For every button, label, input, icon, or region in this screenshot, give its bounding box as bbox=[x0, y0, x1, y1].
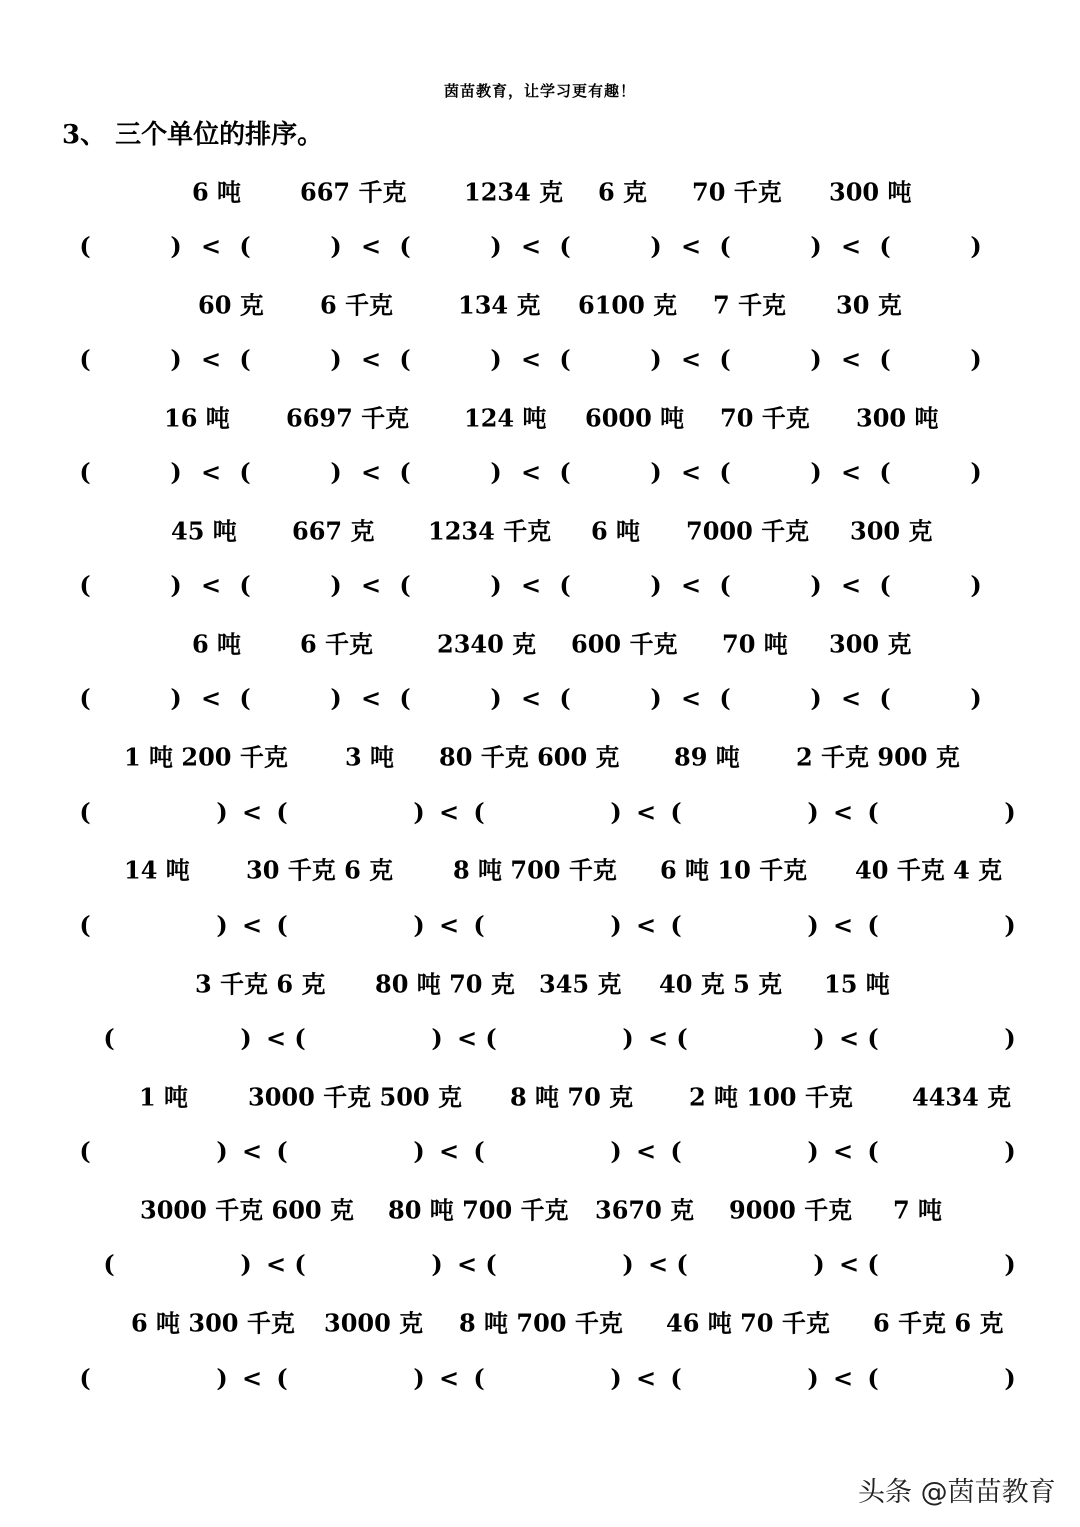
weight-item: 70 千克 bbox=[692, 177, 782, 207]
open-bracket: ( bbox=[719, 457, 731, 487]
open-bracket: ( bbox=[79, 231, 91, 261]
close-bracket: ) bbox=[807, 797, 819, 827]
weight-item: 9000 千克 bbox=[729, 1195, 853, 1225]
less-than-sign: < bbox=[360, 683, 382, 713]
less-than-sign: < bbox=[840, 683, 862, 713]
weight-item: 3000 千克 600 克 bbox=[140, 1195, 354, 1225]
close-bracket: ) bbox=[1004, 1136, 1016, 1166]
close-bracket: ) bbox=[650, 683, 662, 713]
open-bracket: ( bbox=[79, 1136, 91, 1166]
open-bracket: ( bbox=[399, 344, 411, 374]
open-bracket: ( bbox=[294, 1023, 306, 1053]
close-bracket: ) bbox=[650, 344, 662, 374]
less-than-sign: < bbox=[520, 570, 542, 600]
weight-item: 14 吨 bbox=[124, 855, 190, 885]
less-than-sign: < bbox=[635, 797, 657, 827]
close-bracket: ) bbox=[170, 570, 182, 600]
less-than-sign: < bbox=[241, 910, 263, 940]
weight-item: 6 吨 10 千克 bbox=[660, 855, 808, 885]
weight-item: 600 千克 bbox=[571, 629, 678, 659]
open-bracket: ( bbox=[879, 344, 891, 374]
less-than-sign: < bbox=[241, 797, 263, 827]
close-bracket: ) bbox=[490, 231, 502, 261]
less-than-sign: < bbox=[200, 344, 222, 374]
less-than-sign: < bbox=[200, 570, 222, 600]
close-bracket: ) bbox=[413, 797, 425, 827]
open-bracket: ( bbox=[879, 570, 891, 600]
open-bracket: ( bbox=[879, 683, 891, 713]
open-bracket: ( bbox=[294, 1249, 306, 1279]
close-bracket: ) bbox=[810, 683, 822, 713]
less-than-sign: < bbox=[265, 1023, 287, 1053]
less-than-sign: < bbox=[200, 231, 222, 261]
close-bracket: ) bbox=[810, 344, 822, 374]
close-bracket: ) bbox=[170, 683, 182, 713]
close-bracket: ) bbox=[970, 570, 982, 600]
close-bracket: ) bbox=[216, 797, 228, 827]
close-bracket: ) bbox=[650, 570, 662, 600]
close-bracket: ) bbox=[170, 231, 182, 261]
less-than-sign: < bbox=[360, 231, 382, 261]
weight-item: 89 吨 bbox=[674, 742, 740, 772]
weight-item: 3670 克 bbox=[595, 1195, 695, 1225]
close-bracket: ) bbox=[970, 683, 982, 713]
less-than-sign: < bbox=[647, 1023, 669, 1053]
close-bracket: ) bbox=[610, 1363, 622, 1393]
close-bracket: ) bbox=[610, 910, 622, 940]
less-than-sign: < bbox=[241, 1136, 263, 1166]
close-bracket: ) bbox=[1004, 910, 1016, 940]
less-than-sign: < bbox=[832, 797, 854, 827]
less-than-sign: < bbox=[241, 1363, 263, 1393]
close-bracket: ) bbox=[810, 570, 822, 600]
weight-item: 8 吨 700 千克 bbox=[459, 1308, 623, 1338]
less-than-sign: < bbox=[680, 683, 702, 713]
open-bracket: ( bbox=[276, 910, 288, 940]
close-bracket: ) bbox=[431, 1249, 443, 1279]
close-bracket: ) bbox=[807, 1136, 819, 1166]
open-bracket: ( bbox=[867, 1363, 879, 1393]
weight-item: 3000 克 bbox=[324, 1308, 424, 1338]
weight-item: 1 吨 bbox=[139, 1082, 189, 1112]
weight-item: 667 克 bbox=[292, 516, 375, 546]
less-than-sign: < bbox=[635, 910, 657, 940]
weight-item: 345 克 bbox=[539, 969, 622, 999]
less-than-sign: < bbox=[456, 1249, 478, 1279]
watermark: 头条 @茵苗教育 bbox=[858, 1477, 1056, 1508]
close-bracket: ) bbox=[807, 1363, 819, 1393]
open-bracket: ( bbox=[79, 570, 91, 600]
weight-item: 46 吨 70 千克 bbox=[666, 1308, 830, 1338]
open-bracket: ( bbox=[103, 1023, 115, 1053]
weight-item: 6 千克 bbox=[300, 629, 374, 659]
close-bracket: ) bbox=[1004, 1363, 1016, 1393]
less-than-sign: < bbox=[680, 231, 702, 261]
close-bracket: ) bbox=[622, 1249, 634, 1279]
close-bracket: ) bbox=[813, 1023, 825, 1053]
close-bracket: ) bbox=[490, 457, 502, 487]
close-bracket: ) bbox=[1004, 1249, 1016, 1279]
close-bracket: ) bbox=[413, 910, 425, 940]
close-bracket: ) bbox=[240, 1023, 252, 1053]
weight-item: 1234 克 bbox=[464, 177, 564, 207]
weight-item: 6000 吨 bbox=[585, 403, 685, 433]
weight-item: 45 吨 bbox=[171, 516, 237, 546]
less-than-sign: < bbox=[520, 457, 542, 487]
open-bracket: ( bbox=[559, 457, 571, 487]
weight-item: 2 千克 900 克 bbox=[796, 742, 960, 772]
close-bracket: ) bbox=[240, 1249, 252, 1279]
weight-item: 15 吨 bbox=[824, 969, 890, 999]
open-bracket: ( bbox=[399, 683, 411, 713]
close-bracket: ) bbox=[490, 683, 502, 713]
weight-item: 3 千克 6 克 bbox=[195, 969, 326, 999]
close-bracket: ) bbox=[170, 344, 182, 374]
open-bracket: ( bbox=[676, 1023, 688, 1053]
open-bracket: ( bbox=[485, 1249, 497, 1279]
open-bracket: ( bbox=[239, 683, 251, 713]
less-than-sign: < bbox=[456, 1023, 478, 1053]
weight-item: 300 克 bbox=[829, 629, 912, 659]
open-bracket: ( bbox=[473, 910, 485, 940]
weight-item: 80 吨 700 千克 bbox=[388, 1195, 569, 1225]
section-title: 3、 三个单位的排序。 bbox=[62, 120, 324, 150]
weight-item: 6 克 bbox=[598, 177, 648, 207]
less-than-sign: < bbox=[438, 1363, 460, 1393]
open-bracket: ( bbox=[239, 231, 251, 261]
less-than-sign: < bbox=[520, 344, 542, 374]
open-bracket: ( bbox=[79, 683, 91, 713]
weight-item: 6100 克 bbox=[578, 290, 678, 320]
weight-item: 300 吨 bbox=[856, 403, 939, 433]
weight-item: 80 千克 600 克 bbox=[439, 742, 620, 772]
open-bracket: ( bbox=[79, 1363, 91, 1393]
close-bracket: ) bbox=[216, 1363, 228, 1393]
open-bracket: ( bbox=[103, 1249, 115, 1279]
open-bracket: ( bbox=[399, 231, 411, 261]
open-bracket: ( bbox=[399, 570, 411, 600]
weight-item: 7 吨 bbox=[893, 1195, 943, 1225]
close-bracket: ) bbox=[610, 797, 622, 827]
less-than-sign: < bbox=[840, 457, 862, 487]
weight-item: 7 千克 bbox=[713, 290, 787, 320]
open-bracket: ( bbox=[276, 1136, 288, 1166]
page-header: 茵苗教育，让学习更有趣！ bbox=[443, 82, 636, 100]
weight-item: 7000 千克 bbox=[686, 516, 810, 546]
weight-item: 4434 克 bbox=[912, 1082, 1012, 1112]
close-bracket: ) bbox=[1004, 797, 1016, 827]
weight-item: 16 吨 bbox=[164, 403, 230, 433]
less-than-sign: < bbox=[838, 1023, 860, 1053]
open-bracket: ( bbox=[879, 457, 891, 487]
weight-item: 6 千克 6 克 bbox=[873, 1308, 1004, 1338]
open-bracket: ( bbox=[670, 797, 682, 827]
close-bracket: ) bbox=[1004, 1023, 1016, 1053]
close-bracket: ) bbox=[413, 1363, 425, 1393]
weight-item: 30 千克 6 克 bbox=[246, 855, 394, 885]
weight-item: 6 千克 bbox=[320, 290, 394, 320]
open-bracket: ( bbox=[239, 457, 251, 487]
less-than-sign: < bbox=[635, 1363, 657, 1393]
close-bracket: ) bbox=[813, 1249, 825, 1279]
close-bracket: ) bbox=[970, 231, 982, 261]
weight-item: 40 克 5 克 bbox=[659, 969, 783, 999]
less-than-sign: < bbox=[360, 457, 382, 487]
open-bracket: ( bbox=[79, 344, 91, 374]
open-bracket: ( bbox=[867, 797, 879, 827]
open-bracket: ( bbox=[559, 231, 571, 261]
open-bracket: ( bbox=[719, 344, 731, 374]
close-bracket: ) bbox=[330, 344, 342, 374]
less-than-sign: < bbox=[832, 1136, 854, 1166]
close-bracket: ) bbox=[970, 457, 982, 487]
open-bracket: ( bbox=[79, 910, 91, 940]
open-bracket: ( bbox=[867, 910, 879, 940]
less-than-sign: < bbox=[520, 683, 542, 713]
weight-item: 70 吨 bbox=[722, 629, 788, 659]
weight-item: 124 吨 bbox=[464, 403, 547, 433]
open-bracket: ( bbox=[559, 570, 571, 600]
weight-item: 300 吨 bbox=[829, 177, 912, 207]
less-than-sign: < bbox=[200, 457, 222, 487]
open-bracket: ( bbox=[559, 683, 571, 713]
less-than-sign: < bbox=[200, 683, 222, 713]
close-bracket: ) bbox=[216, 1136, 228, 1166]
open-bracket: ( bbox=[670, 1363, 682, 1393]
close-bracket: ) bbox=[622, 1023, 634, 1053]
weight-item: 8 吨 700 千克 bbox=[453, 855, 617, 885]
weight-item: 134 克 bbox=[458, 290, 541, 320]
less-than-sign: < bbox=[265, 1249, 287, 1279]
open-bracket: ( bbox=[719, 231, 731, 261]
open-bracket: ( bbox=[719, 570, 731, 600]
open-bracket: ( bbox=[239, 344, 251, 374]
weight-item: 6697 千克 bbox=[286, 403, 410, 433]
close-bracket: ) bbox=[610, 1136, 622, 1166]
open-bracket: ( bbox=[473, 1136, 485, 1166]
weight-item: 6 吨 bbox=[192, 177, 242, 207]
less-than-sign: < bbox=[360, 344, 382, 374]
close-bracket: ) bbox=[970, 344, 982, 374]
weight-item: 1234 千克 bbox=[428, 516, 552, 546]
open-bracket: ( bbox=[867, 1136, 879, 1166]
less-than-sign: < bbox=[360, 570, 382, 600]
close-bracket: ) bbox=[431, 1023, 443, 1053]
open-bracket: ( bbox=[670, 910, 682, 940]
close-bracket: ) bbox=[650, 231, 662, 261]
weight-item: 40 千克 4 克 bbox=[855, 855, 1003, 885]
weight-item: 6 吨 300 千克 bbox=[131, 1308, 295, 1338]
open-bracket: ( bbox=[276, 1363, 288, 1393]
less-than-sign: < bbox=[832, 1363, 854, 1393]
open-bracket: ( bbox=[676, 1249, 688, 1279]
weight-item: 3 吨 bbox=[345, 742, 395, 772]
open-bracket: ( bbox=[473, 1363, 485, 1393]
open-bracket: ( bbox=[239, 570, 251, 600]
less-than-sign: < bbox=[840, 231, 862, 261]
weight-item: 30 克 bbox=[836, 290, 902, 320]
open-bracket: ( bbox=[719, 683, 731, 713]
open-bracket: ( bbox=[399, 457, 411, 487]
less-than-sign: < bbox=[838, 1249, 860, 1279]
close-bracket: ) bbox=[650, 457, 662, 487]
open-bracket: ( bbox=[276, 797, 288, 827]
close-bracket: ) bbox=[216, 910, 228, 940]
close-bracket: ) bbox=[413, 1136, 425, 1166]
open-bracket: ( bbox=[559, 344, 571, 374]
open-bracket: ( bbox=[867, 1249, 879, 1279]
close-bracket: ) bbox=[330, 231, 342, 261]
close-bracket: ) bbox=[330, 457, 342, 487]
weight-item: 2340 克 bbox=[437, 629, 537, 659]
less-than-sign: < bbox=[647, 1249, 669, 1279]
open-bracket: ( bbox=[79, 797, 91, 827]
open-bracket: ( bbox=[879, 231, 891, 261]
less-than-sign: < bbox=[840, 570, 862, 600]
less-than-sign: < bbox=[520, 231, 542, 261]
weight-item: 6 吨 bbox=[192, 629, 242, 659]
less-than-sign: < bbox=[438, 1136, 460, 1166]
close-bracket: ) bbox=[330, 683, 342, 713]
open-bracket: ( bbox=[473, 797, 485, 827]
close-bracket: ) bbox=[330, 570, 342, 600]
close-bracket: ) bbox=[810, 457, 822, 487]
open-bracket: ( bbox=[485, 1023, 497, 1053]
close-bracket: ) bbox=[490, 344, 502, 374]
close-bracket: ) bbox=[810, 231, 822, 261]
less-than-sign: < bbox=[438, 910, 460, 940]
less-than-sign: < bbox=[680, 344, 702, 374]
less-than-sign: < bbox=[680, 570, 702, 600]
open-bracket: ( bbox=[79, 457, 91, 487]
less-than-sign: < bbox=[832, 910, 854, 940]
less-than-sign: < bbox=[438, 797, 460, 827]
close-bracket: ) bbox=[807, 910, 819, 940]
less-than-sign: < bbox=[635, 1136, 657, 1166]
weight-item: 8 吨 70 克 bbox=[510, 1082, 634, 1112]
weight-item: 667 千克 bbox=[300, 177, 407, 207]
weight-item: 3000 千克 500 克 bbox=[248, 1082, 462, 1112]
open-bracket: ( bbox=[670, 1136, 682, 1166]
weight-item: 80 吨 70 克 bbox=[375, 969, 515, 999]
close-bracket: ) bbox=[170, 457, 182, 487]
open-bracket: ( bbox=[867, 1023, 879, 1053]
weight-item: 6 吨 bbox=[591, 516, 641, 546]
close-bracket: ) bbox=[490, 570, 502, 600]
less-than-sign: < bbox=[680, 457, 702, 487]
weight-item: 60 克 bbox=[198, 290, 264, 320]
less-than-sign: < bbox=[840, 344, 862, 374]
weight-item: 1 吨 200 千克 bbox=[124, 742, 288, 772]
weight-item: 300 克 bbox=[850, 516, 933, 546]
weight-item: 2 吨 100 千克 bbox=[689, 1082, 853, 1112]
weight-item: 70 千克 bbox=[720, 403, 810, 433]
